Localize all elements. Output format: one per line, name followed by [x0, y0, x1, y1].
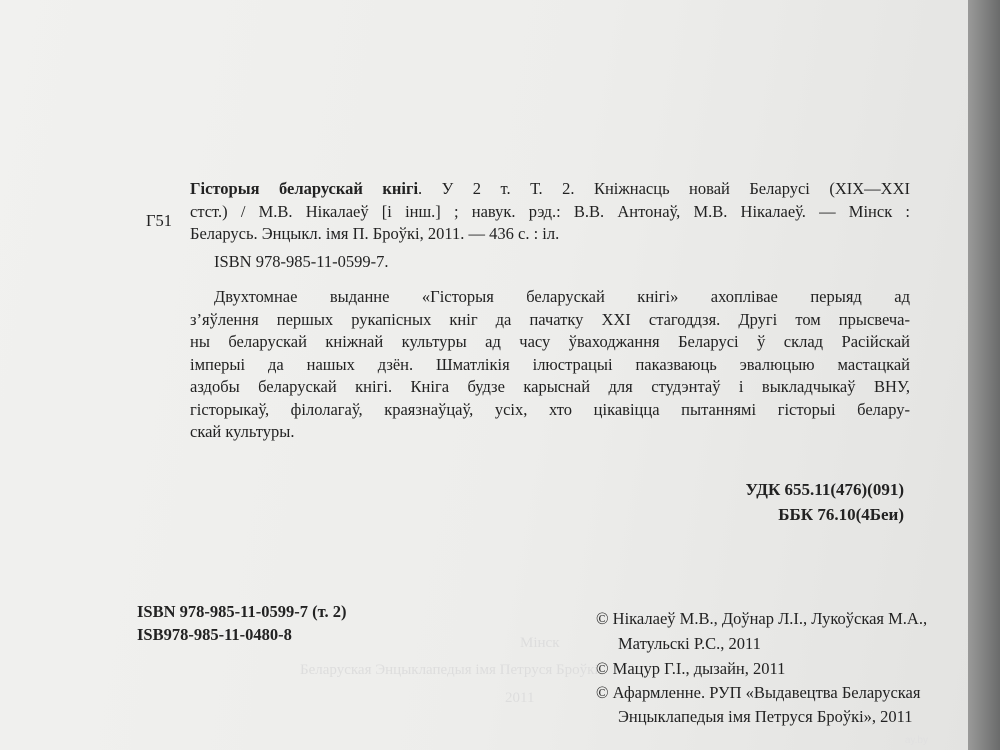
annotation-line-5: аздобы беларускай кнігі. Кніга будзе карыснай для студэнтаў і выкладчыкаў ВНУ,: [190, 377, 910, 396]
copyright-line-3: © Мацур Г.І., дызайн, 2011: [596, 659, 786, 678]
isbn-set: ISB978-985-11-0480-8: [137, 625, 292, 644]
bib-line-2: стст.) / М.В. Нікалаеў [і інш.] ; навук. рэд.: В.В. Антонаў, М.В. Нікалаеў. — Мінск :: [190, 201, 910, 221]
show-through-1: Мінск: [520, 635, 560, 651]
udk-index: УДК 655.11(476)(091): [745, 480, 904, 499]
bibliographic-record: [190, 178, 910, 273]
copyright-line-4: © Афармленне. РУП «Выдавецтва Беларуская: [596, 683, 921, 702]
bib-line-1-rest: . У 2 т. Т. 2. Кніжнасць новай Беларусі (XIX—XXI: [418, 179, 910, 198]
isbn-volume: ISBN 978-985-11-0599-7 (т. 2): [137, 602, 347, 621]
classification-code: Г51: [146, 211, 173, 230]
annotation-line-2: з’яўлення першых рукапісных кніг да пачатку XXI стагоддзя. Другі том прысвеча-: [190, 309, 910, 329]
copyright-line-1: © Нікалаеў М.В., Доўнар Л.І., Лукоўская М.А.,: [596, 609, 928, 628]
show-through-3: 2011: [505, 690, 535, 706]
copyright-line-2: Матульскі Р.С., 2011: [618, 634, 761, 653]
annotation-line-4: імперыі да нашых дзён. Шматлікія ілюстрацыі паказваюць эвалюцыю мастацкай: [190, 354, 910, 374]
annotation-line-1: Двухтомнае выданне «Гісторыя беларускай кнігі» ахоплівае перыяд ад: [214, 287, 910, 306]
book-title: Гісторыя беларускай кнігі: [190, 179, 419, 198]
bib-line-3: Беларусь. Энцыкл. імя П. Броўкі, 2011. — 436 с. : іл.: [190, 224, 560, 243]
copyright-line-5: Энцыклапедыя імя Петруся Броўкі», 2011: [618, 707, 913, 726]
watermark-text: ay.by: [904, 735, 928, 746]
annotation-line-7: скай культуры.: [190, 422, 295, 441]
bib-line-1: [190, 178, 910, 201]
annotation-line-6: гісторыкаў, філолагаў, краязнаўцаў, усіх, хто цікавіцца пытаннямі гісторыі белару-: [190, 399, 910, 419]
annotation-paragraph: [190, 286, 910, 444]
isbn-line: ISBN 978-985-11-0599-7.: [214, 251, 389, 271]
annotation-line-3: ны беларускай кніжнай культуры ад часу ўваходжання Беларусі ў склад Расійскай: [190, 332, 910, 351]
page-edge-shadow: [968, 0, 1000, 750]
bbk-index: ББК 76.10(4Беи): [778, 505, 904, 524]
show-through-2: Беларуская Энцыклапедыя імя Петруся Броўкі: [300, 662, 599, 678]
